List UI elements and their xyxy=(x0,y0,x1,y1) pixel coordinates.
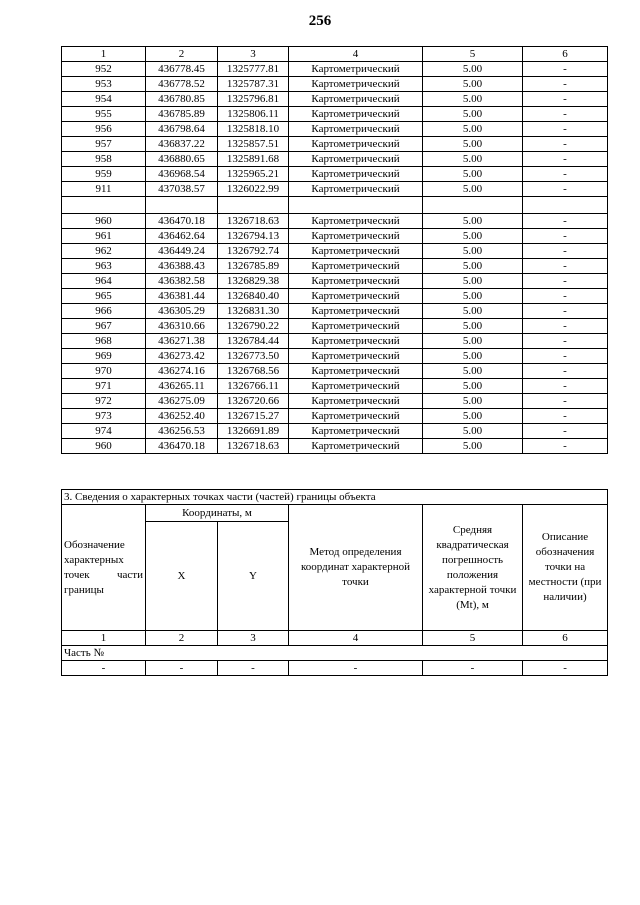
table-cell: Картометрический xyxy=(289,274,423,289)
table-cell: 970 xyxy=(62,364,146,379)
table-cell: 6 xyxy=(523,47,608,62)
table-cell: 436271.38 xyxy=(146,334,218,349)
table-cell: 436274.16 xyxy=(146,364,218,379)
table-cell: - xyxy=(289,661,423,676)
table-cell: 2 xyxy=(146,47,218,62)
table-cell: 973 xyxy=(62,409,146,424)
table-cell: - xyxy=(523,92,608,107)
table-cell: - xyxy=(523,334,608,349)
table-cell: Картометрический xyxy=(289,364,423,379)
table-cell: 1326766.11 xyxy=(218,379,289,394)
table-cell xyxy=(523,197,608,214)
table-row xyxy=(62,424,608,439)
table-cell: - xyxy=(523,289,608,304)
table-cell xyxy=(218,197,289,214)
table-cell: 1326720.66 xyxy=(218,394,289,409)
table-cell: 1325806.11 xyxy=(218,107,289,122)
table-cell: 6 xyxy=(523,631,608,646)
table-cell: 1325796.81 xyxy=(218,92,289,107)
table-cell: - xyxy=(523,409,608,424)
table-cell: - xyxy=(523,274,608,289)
table-cell: 953 xyxy=(62,77,146,92)
table-cell: 436252.40 xyxy=(146,409,218,424)
table-cell: - xyxy=(523,439,608,454)
table-cell: 5.00 xyxy=(423,274,523,289)
y-header: Y xyxy=(218,522,289,631)
table-row xyxy=(62,152,608,167)
table-row xyxy=(62,259,608,274)
table-cell: - xyxy=(523,259,608,274)
table-cell: 436798.64 xyxy=(146,122,218,137)
table-cell: 5.00 xyxy=(423,167,523,182)
blank-row xyxy=(62,197,608,214)
table-cell: - xyxy=(218,661,289,676)
table-cell: - xyxy=(523,77,608,92)
table-cell: 957 xyxy=(62,137,146,152)
table-row xyxy=(62,167,608,182)
table-cell: 5.00 xyxy=(423,122,523,137)
table-cell: 437038.57 xyxy=(146,182,218,197)
table-cell: 2 xyxy=(146,631,218,646)
table-row xyxy=(62,182,608,197)
table-cell: 5.00 xyxy=(423,107,523,122)
table-cell: 1326794.13 xyxy=(218,229,289,244)
description-header: Описание обозначения точки на местности (при наличии) xyxy=(523,505,608,631)
table-cell: Картометрический xyxy=(289,289,423,304)
part-label: Часть № xyxy=(62,646,608,661)
table-cell: 436305.29 xyxy=(146,304,218,319)
table-cell: Картометрический xyxy=(289,304,423,319)
table-cell: 436778.45 xyxy=(146,62,218,77)
table-cell: 974 xyxy=(62,424,146,439)
table-cell: 5.00 xyxy=(423,334,523,349)
table-row xyxy=(62,229,608,244)
table-cell: 958 xyxy=(62,152,146,167)
table-cell: Картометрический xyxy=(289,244,423,259)
table-cell: 436837.22 xyxy=(146,137,218,152)
section3-table xyxy=(61,489,608,676)
table-row xyxy=(62,107,608,122)
table-cell: 436275.09 xyxy=(146,394,218,409)
table-cell: 5.00 xyxy=(423,289,523,304)
table-cell: 5.00 xyxy=(423,304,523,319)
table-cell: Картометрический xyxy=(289,77,423,92)
table-cell: 5.00 xyxy=(423,214,523,229)
table-cell: 964 xyxy=(62,274,146,289)
table-cell xyxy=(62,197,146,214)
table-cell: 1325965.21 xyxy=(218,167,289,182)
table-cell: Картометрический xyxy=(289,107,423,122)
table-cell: 1326773.50 xyxy=(218,349,289,364)
table-cell: 959 xyxy=(62,167,146,182)
table-cell: 436880.65 xyxy=(146,152,218,167)
table-cell: 3 xyxy=(218,47,289,62)
table-cell: 972 xyxy=(62,394,146,409)
table-cell: 1326840.40 xyxy=(218,289,289,304)
table-cell: 952 xyxy=(62,62,146,77)
coordinates-header: Координаты, м xyxy=(146,505,289,522)
points-designation-header xyxy=(62,505,146,631)
table-header-row xyxy=(62,47,608,62)
table-cell: Картометрический xyxy=(289,394,423,409)
table-row xyxy=(62,304,608,319)
table-cell: 1325891.68 xyxy=(218,152,289,167)
table-cell: 5.00 xyxy=(423,259,523,274)
table-cell: 960 xyxy=(62,214,146,229)
table-cell: - xyxy=(523,152,608,167)
table-cell: - xyxy=(523,107,608,122)
table-cell xyxy=(289,197,423,214)
table-cell: - xyxy=(523,62,608,77)
table-cell: - xyxy=(523,379,608,394)
table-cell: 1325777.81 xyxy=(218,62,289,77)
table-cell: 963 xyxy=(62,259,146,274)
table-cell: 436785.89 xyxy=(146,107,218,122)
table-cell: 1326790.22 xyxy=(218,319,289,334)
table-cell: - xyxy=(62,661,146,676)
table-cell: Картометрический xyxy=(289,182,423,197)
table-cell: 5.00 xyxy=(423,62,523,77)
table-cell: 1325857.51 xyxy=(218,137,289,152)
table-row xyxy=(62,122,608,137)
table-cell: - xyxy=(423,661,523,676)
table-cell: 5.00 xyxy=(423,152,523,167)
section3-numbers-row xyxy=(62,631,608,646)
table-cell: 5.00 xyxy=(423,77,523,92)
section3-title: 3. Сведения о характерных точках части (частей) границы объекта xyxy=(62,490,608,505)
table-cell: 436449.24 xyxy=(146,244,218,259)
table-cell: 5 xyxy=(423,47,523,62)
table-cell: - xyxy=(523,304,608,319)
table-cell: 1326022.99 xyxy=(218,182,289,197)
table-cell: 1326831.30 xyxy=(218,304,289,319)
table-cell: 1 xyxy=(62,47,146,62)
table-cell: 1326691.89 xyxy=(218,424,289,439)
table-cell: - xyxy=(523,661,608,676)
table-cell: 1325818.10 xyxy=(218,122,289,137)
table-row xyxy=(62,92,608,107)
section3-empty-row xyxy=(62,661,608,676)
table-row xyxy=(62,349,608,364)
table-cell: 436462.64 xyxy=(146,229,218,244)
table-cell: 436778.52 xyxy=(146,77,218,92)
table-cell: 436382.58 xyxy=(146,274,218,289)
table-cell: Картометрический xyxy=(289,379,423,394)
table-cell: 955 xyxy=(62,107,146,122)
table-cell: 967 xyxy=(62,319,146,334)
table-row xyxy=(62,214,608,229)
table-cell: - xyxy=(523,182,608,197)
table-cell: 5 xyxy=(423,631,523,646)
table-row xyxy=(62,409,608,424)
table-cell: Картометрический xyxy=(289,319,423,334)
table-cell: Картометрический xyxy=(289,424,423,439)
table-cell: 1326768.56 xyxy=(218,364,289,379)
table-cell: - xyxy=(523,214,608,229)
table-cell: 5.00 xyxy=(423,349,523,364)
table-cell: 969 xyxy=(62,349,146,364)
x-header: X xyxy=(146,522,218,631)
table-cell: 1326718.63 xyxy=(218,214,289,229)
table-row xyxy=(62,334,608,349)
table-cell: 968 xyxy=(62,334,146,349)
table-cell: - xyxy=(523,229,608,244)
table-cell: Картометрический xyxy=(289,152,423,167)
table-cell: Картометрический xyxy=(289,229,423,244)
table-cell: 5.00 xyxy=(423,319,523,334)
table-cell: 960 xyxy=(62,439,146,454)
table-cell: Картометрический xyxy=(289,214,423,229)
table-cell: 436265.11 xyxy=(146,379,218,394)
table-cell: 5.00 xyxy=(423,424,523,439)
points-designation-header-label: Обозначение характерных точек части границы xyxy=(64,538,143,596)
table-cell xyxy=(423,197,523,214)
table-cell: Картометрический xyxy=(289,349,423,364)
table-cell: - xyxy=(523,424,608,439)
table-cell xyxy=(146,197,218,214)
table-cell: 956 xyxy=(62,122,146,137)
table-cell: 436968.54 xyxy=(146,167,218,182)
table-cell: 5.00 xyxy=(423,92,523,107)
table-row xyxy=(62,364,608,379)
coordinates-table xyxy=(61,46,608,454)
table-cell: Картометрический xyxy=(289,259,423,274)
table-row xyxy=(62,289,608,304)
table-cell: 5.00 xyxy=(423,244,523,259)
table-row xyxy=(62,439,608,454)
table-cell: Картометрический xyxy=(289,334,423,349)
table-cell: 436780.85 xyxy=(146,92,218,107)
table-cell: 1326715.27 xyxy=(218,409,289,424)
table-cell: - xyxy=(523,349,608,364)
table-cell: Картометрический xyxy=(289,409,423,424)
table-cell: Картометрический xyxy=(289,122,423,137)
table-cell: - xyxy=(523,137,608,152)
table-cell: 5.00 xyxy=(423,394,523,409)
table-cell: 1326792.74 xyxy=(218,244,289,259)
table-cell: 5.00 xyxy=(423,137,523,152)
table-cell: Картометрический xyxy=(289,167,423,182)
table-row xyxy=(62,319,608,334)
table-cell: 911 xyxy=(62,182,146,197)
table-cell: 436310.66 xyxy=(146,319,218,334)
table-cell: Картометрический xyxy=(289,62,423,77)
table-cell: 3 xyxy=(218,631,289,646)
table-cell: 1326785.89 xyxy=(218,259,289,274)
table-cell: - xyxy=(523,319,608,334)
table-cell: Картометрический xyxy=(289,137,423,152)
table-cell: Картометрический xyxy=(289,439,423,454)
table-cell: - xyxy=(523,167,608,182)
table-cell: 5.00 xyxy=(423,439,523,454)
table-cell: 1326718.63 xyxy=(218,439,289,454)
table-cell: - xyxy=(523,394,608,409)
table-cell: 1325787.31 xyxy=(218,77,289,92)
table-cell: - xyxy=(523,364,608,379)
table-cell: 1326784.44 xyxy=(218,334,289,349)
table-cell: 5.00 xyxy=(423,379,523,394)
error-header: Средняя квадратическая погрешность положения характерной точки (Mt), м xyxy=(423,505,523,631)
table-cell: 1326829.38 xyxy=(218,274,289,289)
table-cell: 436381.44 xyxy=(146,289,218,304)
table-cell: 436273.42 xyxy=(146,349,218,364)
table-cell: 436256.53 xyxy=(146,424,218,439)
table-cell: 1 xyxy=(62,631,146,646)
table-cell: Картометрический xyxy=(289,92,423,107)
table-cell: 961 xyxy=(62,229,146,244)
table-cell: 436470.18 xyxy=(146,214,218,229)
table-cell: - xyxy=(146,661,218,676)
page-number: 256 xyxy=(308,13,332,29)
table-cell: 5.00 xyxy=(423,364,523,379)
table-row xyxy=(62,244,608,259)
table-cell: 436388.43 xyxy=(146,259,218,274)
table-cell: - xyxy=(523,122,608,137)
method-header: Метод определения координат характерной точки xyxy=(289,505,423,631)
table-cell: 971 xyxy=(62,379,146,394)
table-cell: 4 xyxy=(289,47,423,62)
table-cell: 5.00 xyxy=(423,409,523,424)
table-cell: 5.00 xyxy=(423,182,523,197)
table-cell: 954 xyxy=(62,92,146,107)
table-cell: 436470.18 xyxy=(146,439,218,454)
table-row xyxy=(62,379,608,394)
table-cell: 966 xyxy=(62,304,146,319)
table-cell: - xyxy=(523,244,608,259)
table-row xyxy=(62,77,608,92)
table-cell: 965 xyxy=(62,289,146,304)
table-cell: 5.00 xyxy=(423,229,523,244)
table-cell: 4 xyxy=(289,631,423,646)
table-cell: 962 xyxy=(62,244,146,259)
table-row xyxy=(62,274,608,289)
table-row xyxy=(62,62,608,77)
table-row xyxy=(62,137,608,152)
table-row xyxy=(62,394,608,409)
